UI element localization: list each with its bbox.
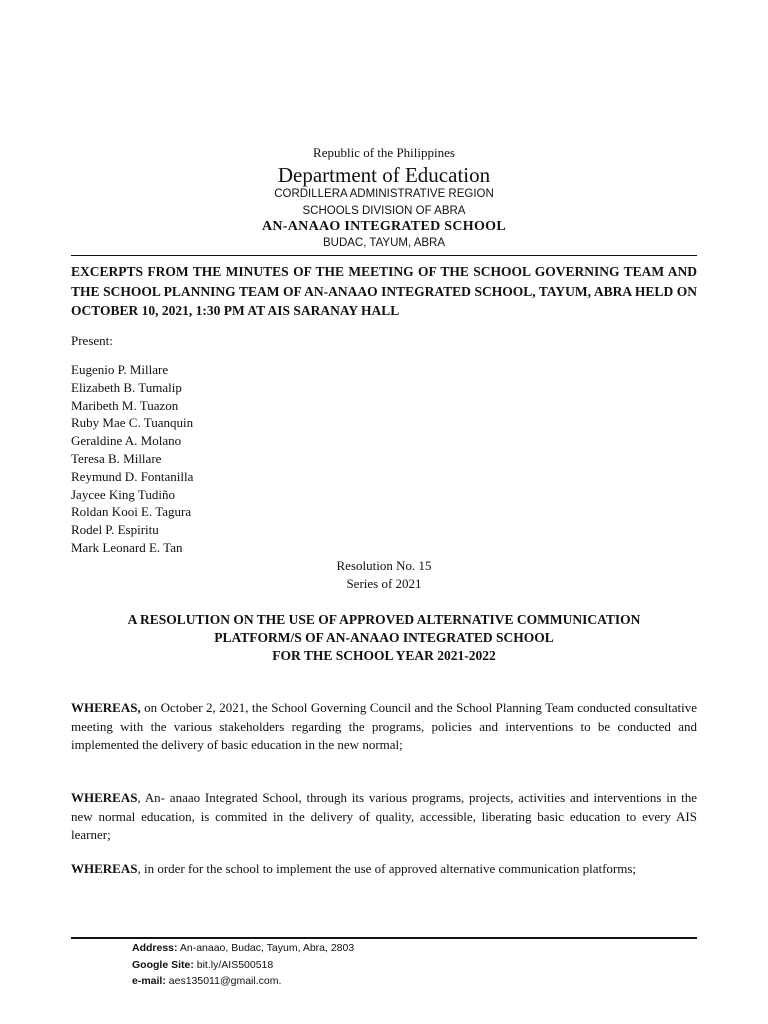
attendee-name: Roldan Kooi E. Tagura [71, 504, 192, 520]
footer-email [132, 975, 281, 987]
footer-email-label: e-mail: [132, 975, 166, 987]
whereas-lead: WHEREAS [71, 861, 138, 876]
excerpt-title: EXCERPTS FROM THE MINUTES OF THE MEETING OF THE SCHOOL GOVERNING TEAM AND THE SCHOOL PLANNING TEAM OF AN-ANAAO INTEGRATED SCHOOL, TAYUM, ABRA HELD ON OCTOBER 10, 2021, 1:30 PM AT AIS SARANAY HALL [71, 264, 697, 318]
header-department: Department of Education [277, 163, 491, 187]
footer-email-link[interactable]: aes135011@gmail.com. [165, 975, 282, 987]
attendee-name: Elizabeth B. Tumalip [71, 379, 182, 395]
whereas-paragraph [71, 860, 697, 879]
attendee-name: Reymund D. Fontanilla [71, 468, 194, 484]
header-school-name: AN-ANAAO INTEGRATED SCHOOL [261, 219, 506, 234]
footer-site-link[interactable]: bit.ly/AIS500518 [193, 959, 274, 971]
attendee-name: Ruby Mae C. Tuanquin [71, 415, 194, 431]
attendee-name: Geraldine A. Molano [71, 433, 182, 449]
attendee-name: Teresa B. Millare [71, 450, 162, 466]
attendee-name: Rodel P. Espiritu [71, 522, 159, 538]
resolution-title [0, 611, 768, 665]
whereas-paragraph [71, 789, 697, 845]
whereas-paragraph [71, 699, 697, 755]
attendee-list [71, 361, 193, 557]
footer-google-site [132, 959, 273, 971]
footer-divider [71, 937, 697, 939]
header-school-address: BUDAC, TAYUM, ABRA [322, 237, 446, 249]
resolution-title-line: PLATFORM/S OF AN-ANAAO INTEGRATED SCHOOL [214, 630, 554, 645]
resolution-number: Resolution No. 15 [336, 558, 432, 573]
present-label: Present: [71, 333, 113, 348]
header-region: CORDILLERA ADMINISTRATIVE REGION [274, 188, 494, 200]
footer-address [132, 942, 354, 954]
attendee-name: Mark Leonard E. Tan [71, 539, 183, 555]
header-republic: Republic of the Philippines [313, 145, 455, 160]
attendee-name: Maribeth M. Tuazon [71, 397, 179, 413]
whereas-text: on October 2, 2021, the School Governing Council and the School Planning Team conducted consultative meeting with the various stakeholders regarding the programs, policies and interventions to be conducted and implemented the delivery of basic education in the new normal; [71, 700, 697, 752]
attendee-name: Eugenio P. Millare [71, 362, 169, 377]
header-divider [71, 255, 697, 256]
whereas-lead: WHEREAS, [71, 700, 141, 715]
resolution-series: Series of 2021 [346, 576, 422, 591]
footer-address-label: Address: [132, 942, 178, 954]
header-division: SCHOOLS DIVISION OF ABRA [302, 205, 466, 217]
resolution-title-line: FOR THE SCHOOL YEAR 2021-2022 [272, 648, 496, 663]
resolution-title-line: A RESOLUTION ON THE USE OF APPROVED ALTERNATIVE COMMUNICATION [127, 612, 641, 627]
whereas-text: , in order for the school to implement the use of approved alternative communication platforms; [137, 861, 637, 876]
whereas-text: , An- anaao Integrated School, through its various programs, projects, activities and interventions in the new normal education, is commited in the delivery of quality, accessible, liberating basic education to every AIS learner; [71, 790, 697, 842]
whereas-lead: WHEREAS [71, 790, 138, 805]
attendee-name: Jaycee King Tudiño [71, 486, 175, 502]
footer-address-value: An-anaao, Budac, Tayum, Abra, 2803 [177, 942, 355, 954]
footer-site-label: Google Site: [132, 959, 194, 971]
